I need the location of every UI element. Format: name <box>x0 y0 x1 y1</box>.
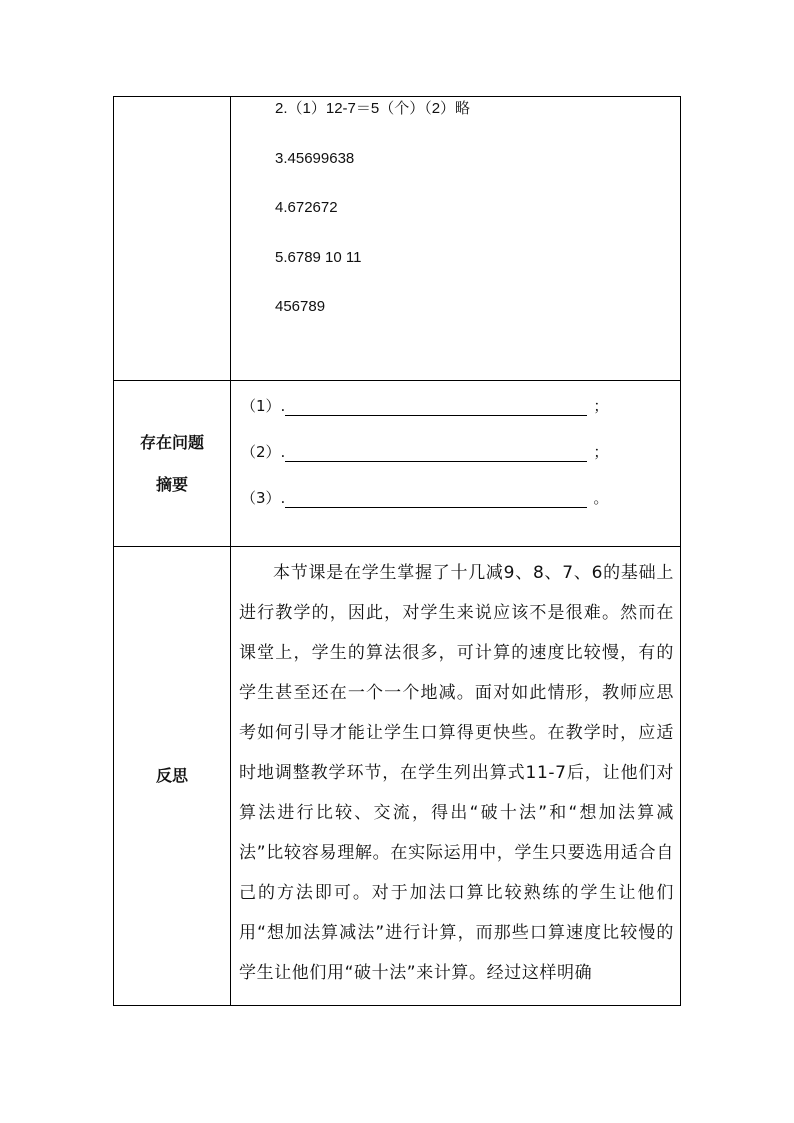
problems-label-cell <box>114 381 231 547</box>
answer-list <box>231 97 680 380</box>
fill-in-blank[interactable] <box>285 490 587 508</box>
problem-item <box>241 439 680 462</box>
reflection-label: 反思 <box>155 766 188 785</box>
problem-punctuation: ； <box>593 397 609 415</box>
problem-number: （1）. <box>241 397 286 415</box>
reflection-label-cell <box>114 547 231 1006</box>
problem-list <box>231 381 680 546</box>
reflection-paragraph: 本节课是在学生掌握了十几减9、8、7、6的基础上进行教学的，因此，对学生来说应该不是很难。然而在课堂上，学生的算法很多，可计算的速度比较慢，有的学生甚至还在一个一个地减。面对如此情形，教师应思考如何引导才能让学生口算得更快些。在教学时，应适时地调整教学环节，在学生列出算式11-7后，让他们对算法进行比较、交流，得出“破十法”和“想加法算减法”比较容易理解。在实际运用中，学生只要选用适合自己的方法即可。对于加法口算比较熟练的学生让他们用“想加法算减法”进行计算，而那些口算速度比较慢的学生让他们用“破十法”来计算。经过这样明确 <box>239 563 674 983</box>
problem-item <box>241 393 680 416</box>
problems-content-cell <box>231 381 681 547</box>
answers-label-cell <box>114 97 231 381</box>
fill-in-blank[interactable] <box>285 444 587 462</box>
problem-item <box>241 485 680 508</box>
reflection-content-cell <box>231 547 681 1006</box>
problems-label: 存在问题摘要 <box>140 432 205 494</box>
answers-row <box>114 97 681 381</box>
problems-row <box>114 381 681 547</box>
answer-line-6: 456789 <box>275 298 326 315</box>
answer-line-3: 3.45699638 <box>275 149 355 167</box>
answer-line-4: 4.672672 <box>275 199 338 216</box>
fill-in-blank[interactable] <box>285 398 587 416</box>
reflection-row <box>114 547 681 1006</box>
answers-content-cell <box>231 97 681 381</box>
lesson-plan-table <box>113 96 681 1006</box>
problem-punctuation: 。 <box>593 489 609 507</box>
problem-number: （2）. <box>241 443 286 461</box>
problem-punctuation: ； <box>593 443 609 461</box>
answer-line-2: 2.（1）12-7＝5（个）（2）略 <box>275 100 471 117</box>
answer-line-5: 5.6789 10 11 <box>275 248 362 266</box>
problem-number: （3）. <box>241 489 286 507</box>
